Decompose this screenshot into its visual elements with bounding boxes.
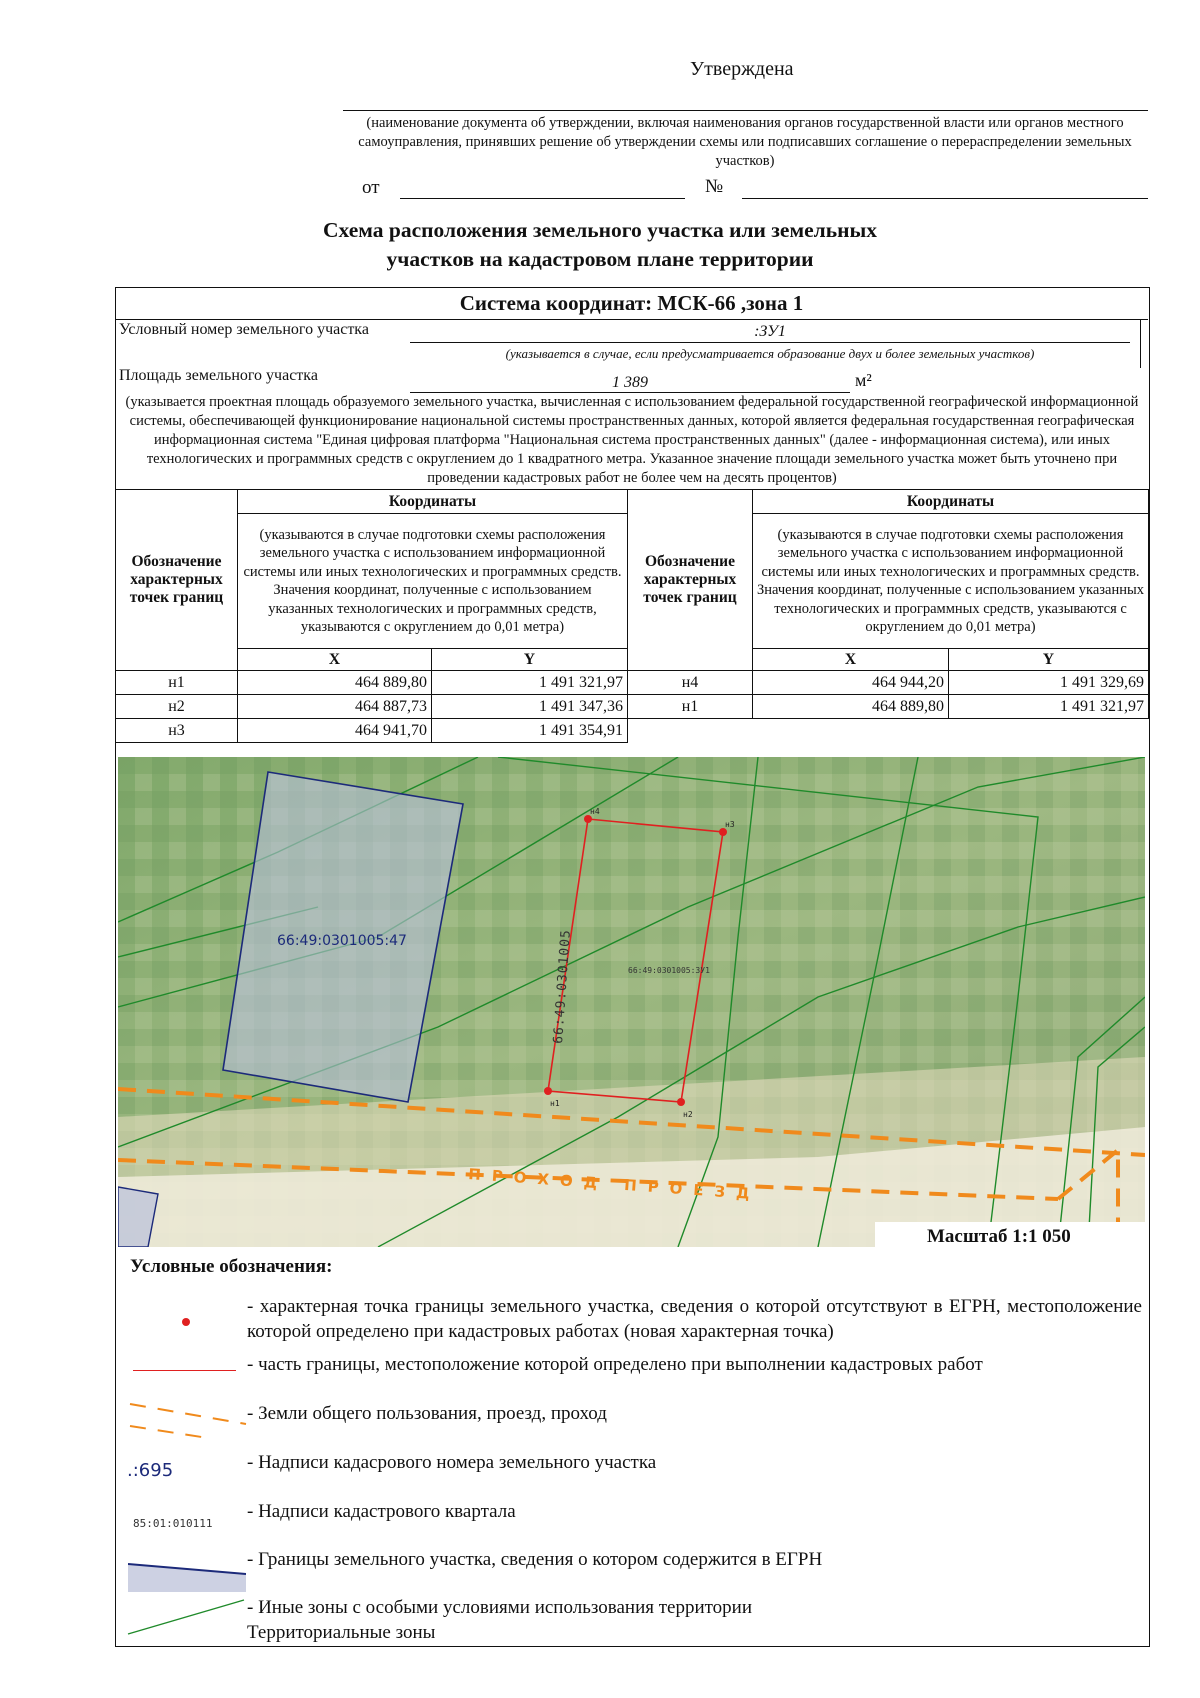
legend-item-egrn: - Границы земельного участка, сведения о котором содержится в ЕГРН bbox=[247, 1549, 823, 1570]
area-note: (указывается проектная площадь образуемого земельного участка, вычисленная с использованием федеральной государственной географической информационной системы, обеспечивающей функционирование национальной системы пространственных данных, которой является федеральная государственная географическая информационная система "Единая цифровая платформа "Национальная система пространственных данных" (далее - информационная система), или иных технологических и программных средств с округлением до 1 квадратного метра. Указанное значение площади земельного участка может быть уточнено при проведении кадастровых работ не более чем на десять процентов) bbox=[125, 394, 1139, 486]
point-y: 1 491 321,97 bbox=[432, 671, 628, 695]
legend-title: Условные обозначения: bbox=[130, 1256, 333, 1277]
coordinate-system: Система координат: МСК-66 ,зона 1 bbox=[115, 287, 1148, 320]
coords-note-right: (указываются в случае подготовки схемы расположения земельного участка с использованием информационной системы или иных технологических и программных средств. Значения координат, полученные с использованием указанных технологических и программных средств, указываются с округлением до 0,01 метра) bbox=[753, 514, 1149, 649]
legend-quarter-sample: 85:01:010111 bbox=[133, 1517, 213, 1530]
y-header-right: Y bbox=[949, 649, 1149, 671]
map-scale: Масштаб 1:1 050 bbox=[875, 1222, 1145, 1252]
area-unit: м² bbox=[855, 370, 872, 390]
point-name: н3 bbox=[116, 719, 238, 743]
map-svg bbox=[118, 757, 1145, 1247]
table-row bbox=[116, 695, 1149, 719]
legend-parcel-number-sample: .:695 bbox=[127, 1460, 174, 1481]
area-value: 1 389 bbox=[612, 374, 648, 391]
table-row bbox=[116, 719, 1149, 743]
point-name: н2 bbox=[116, 695, 238, 719]
x-header-left: X bbox=[238, 649, 432, 671]
parcel-number-note: (указывается в случае, если предусматривается образование двух и более земельных участков) bbox=[505, 346, 1035, 361]
area-label: Площадь земельного участка bbox=[119, 367, 318, 384]
number-label: № bbox=[705, 176, 724, 197]
legend-road-symbol bbox=[128, 1392, 248, 1440]
legend-egrn-symbol bbox=[128, 1562, 246, 1592]
doc-name-line bbox=[343, 110, 1148, 111]
approved-label: Утверждена bbox=[690, 58, 794, 80]
parcel-number-line bbox=[410, 342, 1130, 343]
label-n3: н3 bbox=[725, 820, 735, 829]
point-name: н1 bbox=[116, 671, 238, 695]
date-line[interactable] bbox=[400, 198, 685, 199]
label-n4: н4 bbox=[590, 807, 600, 816]
legend-zone-line-1: - Иные зоны с особыми условиями использования территории bbox=[247, 1597, 753, 1618]
point-x: 464 941,70 bbox=[238, 719, 432, 743]
road-label: ПРОХОД ПРОЕЗД bbox=[467, 1165, 762, 1204]
title-line-1: Схема расположения земельного участка или земельных bbox=[322, 218, 878, 242]
page-title bbox=[0, 216, 1200, 274]
point-y: 1 491 347,36 bbox=[432, 695, 628, 719]
neighbor-parcel-label: 66:49:0301005:47 bbox=[277, 933, 407, 949]
coords-header-right: Координаты bbox=[753, 490, 1149, 514]
point-y: 1 491 321,97 bbox=[949, 695, 1149, 719]
parcel-number-label: Условный номер земельного участка bbox=[119, 321, 369, 338]
label-n1: н1 bbox=[550, 1099, 560, 1108]
from-label: от bbox=[362, 177, 380, 198]
label-n2: н2 bbox=[683, 1110, 693, 1119]
coordinates-table bbox=[115, 489, 1149, 743]
point-y: 1 491 354,91 bbox=[432, 719, 628, 743]
parcel-number-value: :ЗУ1 bbox=[754, 323, 786, 340]
point-y: 1 491 329,69 bbox=[949, 671, 1149, 695]
doc-name-note: (наименование документа об утверждении, включая наименования органов государственной власти или органов местного самоуправления, принявших решение об утверждении схемы или подписавших соглашение о перераспределении земельных участков) bbox=[358, 115, 1132, 169]
points-header-right: Обозначение характерных точек границ bbox=[628, 490, 753, 671]
legend-item-zone bbox=[247, 1595, 752, 1645]
legend-zone-symbol bbox=[126, 1596, 246, 1636]
legend-boundary-symbol bbox=[133, 1370, 236, 1371]
cadastral-map bbox=[118, 757, 1145, 1247]
point-n2[interactable] bbox=[677, 1098, 685, 1106]
legend-item-boundary: - часть границы, местоположение которой определено при выполнении кадастровых работ bbox=[247, 1354, 983, 1375]
legend-point-symbol bbox=[182, 1318, 190, 1326]
quarter-label: 66:49:0301005 bbox=[551, 928, 574, 1045]
point-n3[interactable] bbox=[719, 828, 727, 836]
point-n1[interactable] bbox=[544, 1087, 552, 1095]
legend-item-point: - характерная точка границы земельного участка, сведения о которой отсутствуют в ЕГРН, местоположение которой определено при кадастровых работах (новая характерная точка) bbox=[247, 1296, 1142, 1342]
point-name: н4 bbox=[628, 671, 753, 695]
title-line-2: участков на кадастровом плане территории bbox=[386, 247, 814, 271]
point-x: 464 887,73 bbox=[238, 695, 432, 719]
point-name: н1 bbox=[628, 695, 753, 719]
points-header-left: Обозначение характерных точек границ bbox=[116, 490, 238, 671]
y-header-left: Y bbox=[432, 649, 628, 671]
x-header-right: X bbox=[753, 649, 949, 671]
table-row bbox=[116, 671, 1149, 695]
legend-item-parcel-number: - Надписи кадасрового номера земельного участка bbox=[247, 1452, 657, 1473]
new-parcel-label: 66:49:0301005:ЗУ1 bbox=[628, 966, 710, 975]
coords-header-left: Координаты bbox=[238, 490, 628, 514]
point-n4[interactable] bbox=[584, 815, 592, 823]
legend-item-road: - Земли общего пользования, проезд, проход bbox=[247, 1403, 607, 1424]
legend-item-quarter: - Надписи кадастрового квартала bbox=[247, 1501, 516, 1522]
point-x: 464 889,80 bbox=[753, 695, 949, 719]
point-x: 464 944,20 bbox=[753, 671, 949, 695]
point-x: 464 889,80 bbox=[238, 671, 432, 695]
coords-note-left: (указываются в случае подготовки схемы расположения земельного участка с использованием информационной системы или иных технологических и программных средств. Значения координат, полученные с использованием указанных технологических и программных средств, указываются с округлением до 0,01 метра) bbox=[238, 514, 628, 649]
legend-zone-line-2: Территориальные зоны bbox=[247, 1622, 436, 1643]
number-line[interactable] bbox=[742, 198, 1148, 199]
